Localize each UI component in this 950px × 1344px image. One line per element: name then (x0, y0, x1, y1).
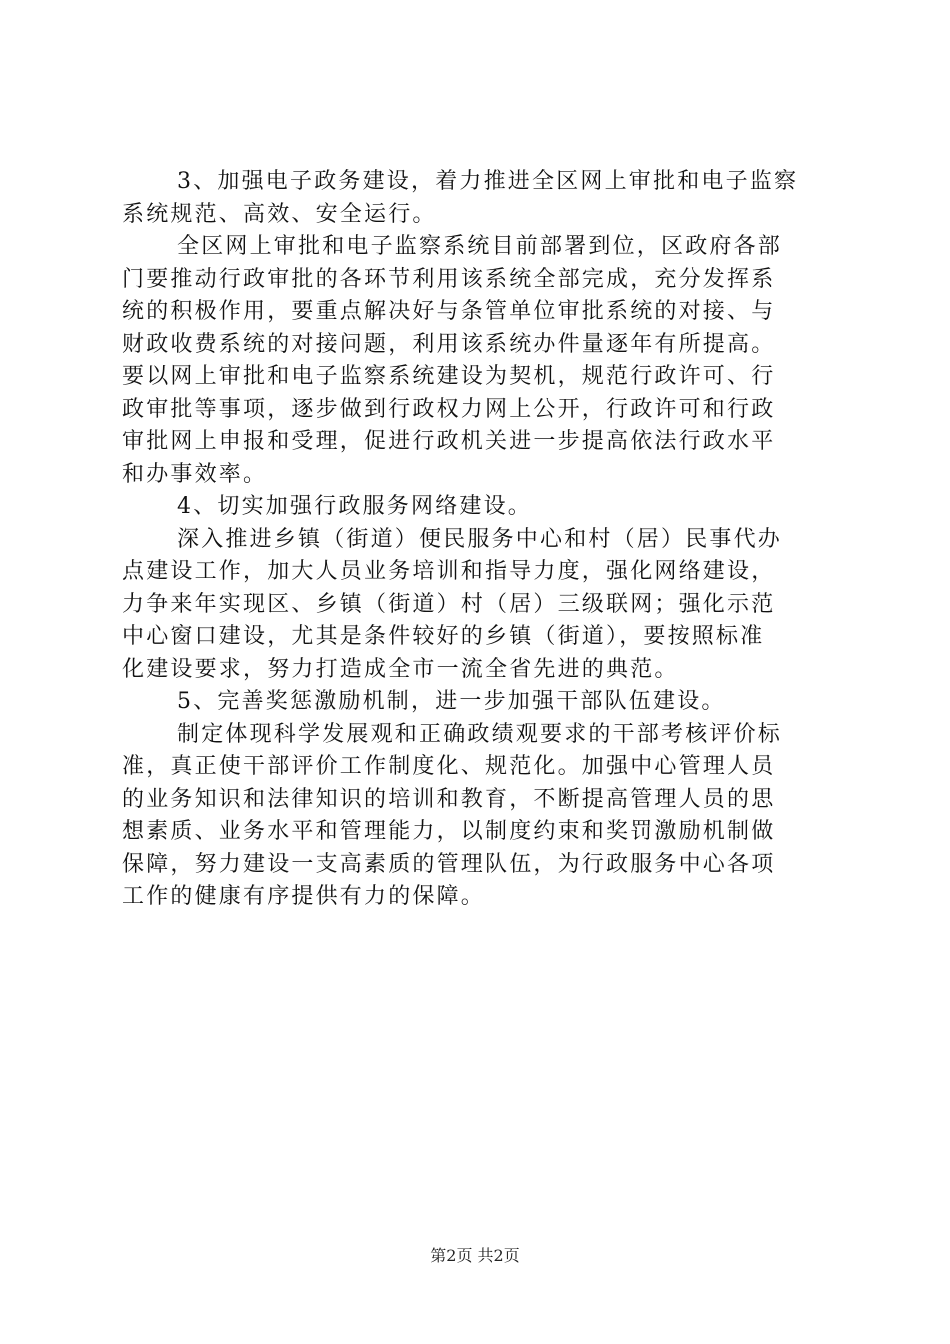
paragraph-heading-3-line-2: 系统规范、高效、安全运行。 (122, 201, 437, 227)
paragraph-body-4-line-3: 力争来年实现区、乡镇（街道）村（居）三级联网；强化示范 (122, 591, 776, 617)
paragraph-heading-4: 4、切实加强行政服务网络建设。 (177, 494, 532, 519)
paragraph-body-4-line-2: 点建设工作，加大人员业务培训和指导力度，强化网络建设， (122, 559, 776, 584)
paragraph-body-5-line-6: 工作的健康有序提供有力的保障。 (122, 884, 486, 909)
paragraph-body-5-line-3: 的业务知识和法律知识的培训和教育，不断提高管理人员的思 (122, 786, 776, 812)
paragraph-body-3-line-3: 统的积极作用，要重点解决好与条管单位审批系统的对接、与 (122, 299, 776, 324)
paragraph-body-4-line-1: 深入推进乡镇（街道）便民服务中心和村（居）民事代办 (177, 526, 783, 552)
paragraph-body-3-line-2: 门要推动行政审批的各环节利用该系统全部完成，充分发挥系 (122, 266, 776, 292)
document-body (122, 166, 832, 914)
paragraph-body-3-line-4: 财政收费系统的对接问题，利用该系统办件量逐年有所提高。 (122, 331, 776, 357)
paragraph-body-5-line-1: 制定体现科学发展观和正确政绩观要求的干部考核评价标 (177, 721, 783, 747)
paragraph-body-3-line-6: 政审批等事项，逐步做到行政权力网上公开，行政许可和行政 (122, 396, 776, 422)
paragraph-body-3-line-1: 全区网上审批和电子监察系统目前部署到位，区政府各部 (177, 234, 783, 259)
paragraph-heading-3-line-1: 3、加强电子政务建设，着力推进全区网上审批和电子监察 (177, 169, 799, 194)
paragraph-body-5-line-5: 保障，努力建设一支高素质的管理队伍，为行政服务中心各项 (122, 851, 776, 877)
paragraph-body-5-line-2: 准，真正使干部评价工作制度化、规范化。加强中心管理人员 (122, 754, 776, 779)
paragraph-body-3-line-8: 和办事效率。 (122, 461, 268, 487)
page-number-footer: 第2页 共2页 (430, 1246, 520, 1265)
paragraph-body-4-line-5: 化建设要求，努力打造成全市一流全省先进的典范。 (122, 656, 679, 682)
paragraph-heading-5: 5、完善奖惩激励机制，进一步加强干部队伍建设。 (177, 689, 726, 714)
paragraph-body-4-line-4: 中心窗口建设，尤其是条件较好的乡镇（街道），要按照标准 (122, 624, 765, 649)
paragraph-body-3-line-5: 要以网上审批和电子监察系统建设为契机，规范行政许可、行 (122, 364, 776, 389)
paragraph-body-5-line-4: 想素质、业务水平和管理能力，以制度约束和奖罚激励机制做 (122, 819, 776, 844)
paragraph-body-3-line-7: 审批网上申报和受理，促进行政机关进一步提高依法行政水平 (122, 429, 776, 454)
